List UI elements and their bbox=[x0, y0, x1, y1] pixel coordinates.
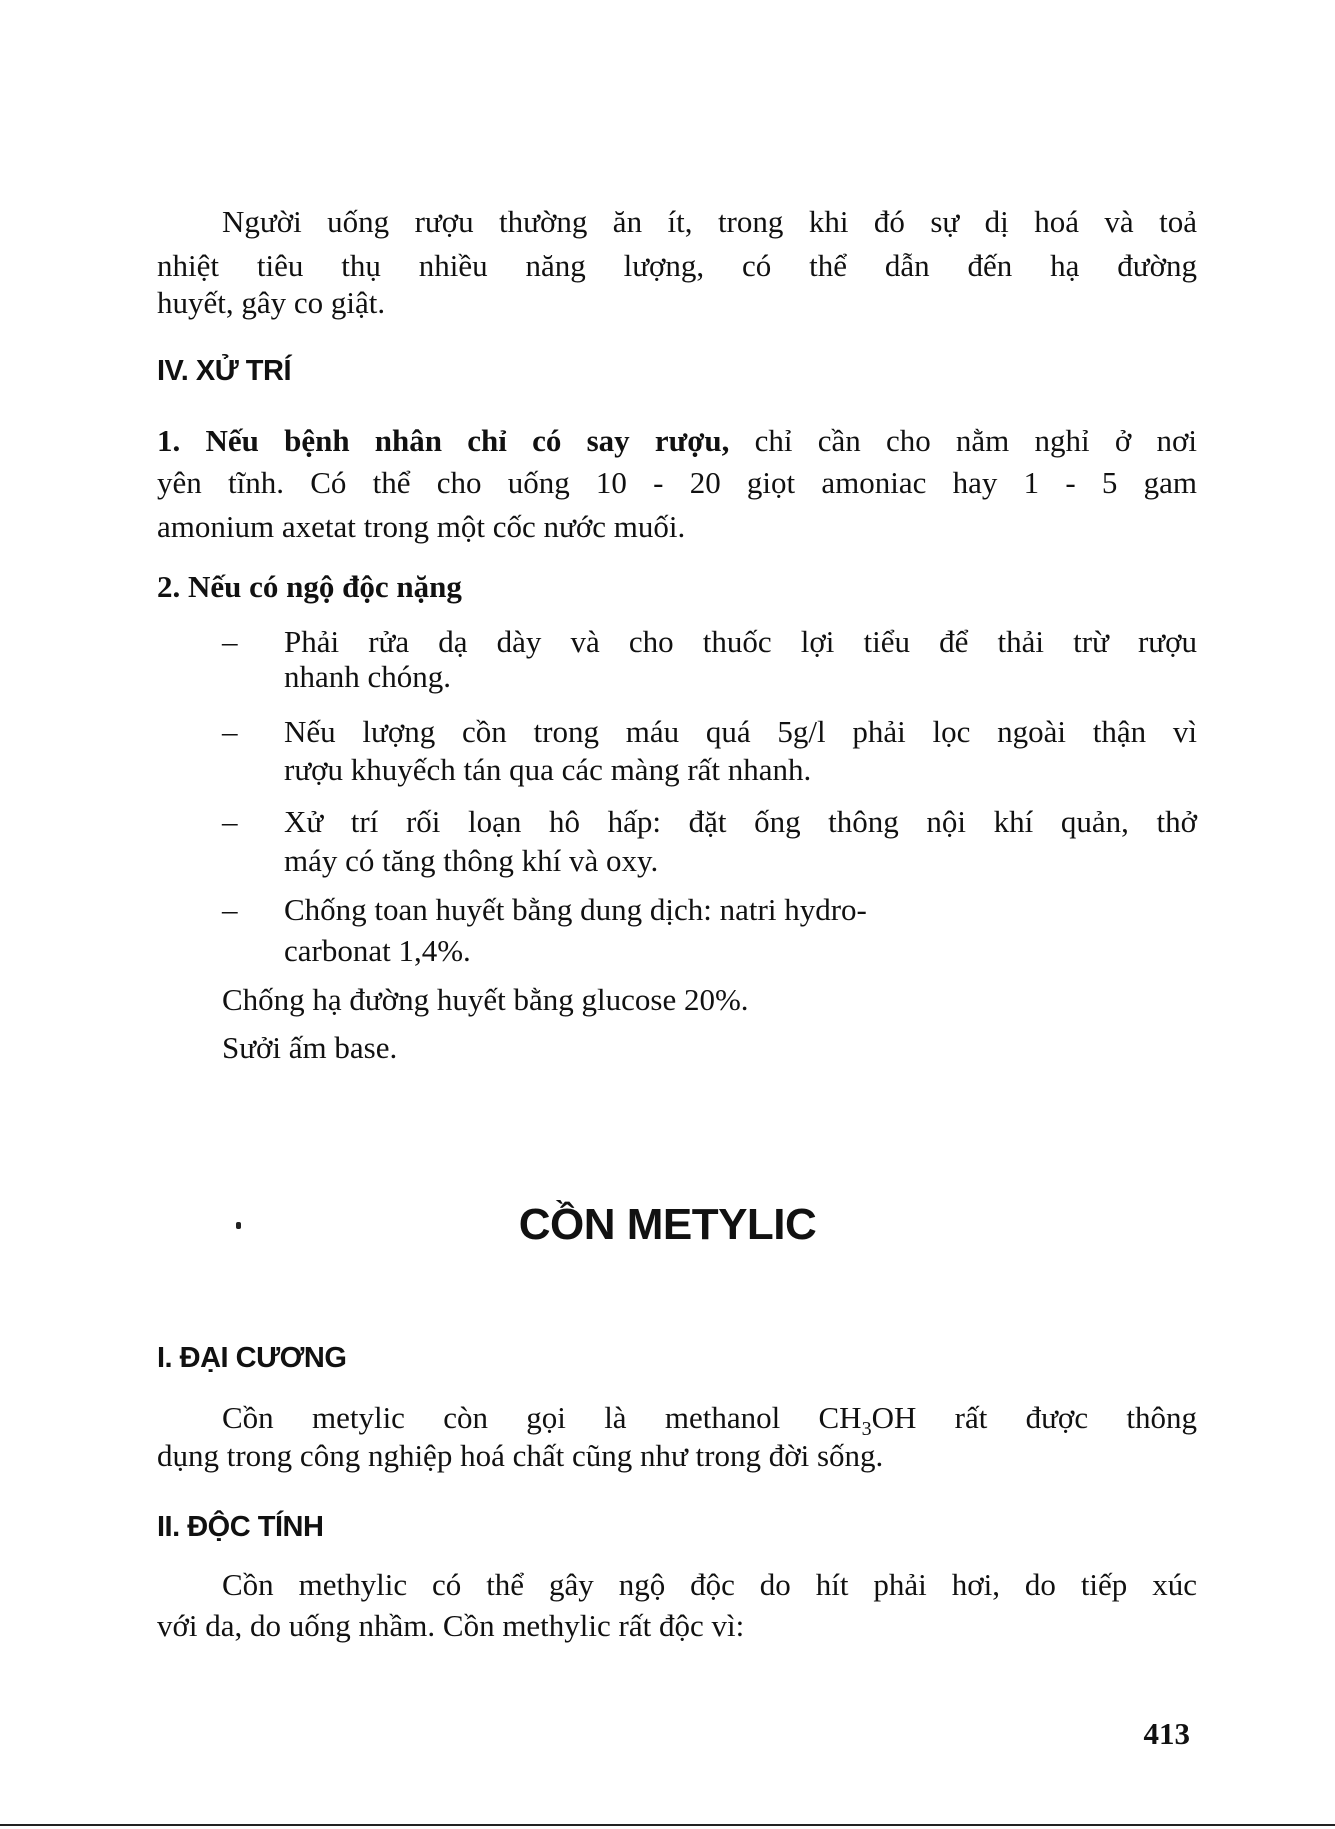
dash-bullet: – bbox=[222, 714, 238, 749]
paragraph-line: huyết, gây co giật. bbox=[157, 285, 386, 320]
bullet-line: Xử trí rối loạn hô hấp: đặt ống thông nội khí quản, thở bbox=[284, 804, 1197, 839]
bullet-line: nhanh chóng. bbox=[284, 659, 452, 694]
text: Cồn metylic còn gọi là methanol CH bbox=[222, 1400, 862, 1435]
section-heading-i: I. ĐẠI CƯƠNG bbox=[157, 1342, 347, 1374]
paragraph-line: dụng trong công nghiệp hoá chất cũng như trong đời sống. bbox=[157, 1438, 884, 1473]
paragraph-line: Chống hạ đường huyết bằng glucose 20%. bbox=[222, 982, 749, 1017]
item-1-lead: 1. Nếu bệnh nhân chỉ có say rượu, bbox=[157, 423, 730, 458]
item-1-line: amonium axetat trong một cốc nước muối. bbox=[157, 509, 686, 544]
dash-bullet: – bbox=[222, 624, 238, 659]
page-number: 413 bbox=[1143, 1716, 1190, 1751]
bullet-line: carbonat 1,4%. bbox=[284, 933, 471, 968]
section-heading-ii: II. ĐỘC TÍNH bbox=[157, 1511, 324, 1543]
bullet-line: Chống toan huyết bằng dung dịch: natri hydro- bbox=[284, 892, 867, 927]
item-2-heading: 2. Nếu có ngộ độc nặng bbox=[157, 569, 462, 604]
item-1-line bbox=[157, 423, 1197, 459]
paragraph-line: Cồn methylic có thể gây ngộ độc do hít phải hơi, do tiếp xúc bbox=[222, 1567, 1197, 1602]
text: OH rất được thông bbox=[871, 1400, 1197, 1435]
scan-edge-line bbox=[0, 1824, 1335, 1826]
paragraph-line: Sưởi ấm base. bbox=[222, 1030, 398, 1065]
dash-bullet: – bbox=[222, 892, 238, 927]
item-1-text: chỉ cần cho nằm nghỉ ở nơi bbox=[729, 423, 1197, 458]
subscript: 3 bbox=[861, 1418, 872, 1441]
section-heading-iv: IV. XỬ TRÍ bbox=[157, 355, 292, 387]
bullet-line: Phải rửa dạ dày và cho thuốc lợi tiểu để thải trừ rượu bbox=[284, 624, 1197, 659]
bullet-line: rượu khuyếch tán qua các màng rất nhanh. bbox=[284, 752, 812, 787]
paragraph-line: với da, do uống nhầm. Cồn methylic rất độc vì: bbox=[157, 1608, 745, 1643]
paragraph-line: nhiệt tiêu thụ nhiều năng lượng, có thể dẫn đến hạ đường bbox=[157, 248, 1197, 283]
bullet-line: Nếu lượng cồn trong máu quá 5g/l phải lọc ngoài thận vì bbox=[284, 714, 1197, 749]
bullet-line: máy có tăng thông khí và oxy. bbox=[284, 843, 659, 878]
chapter-title: CỒN METYLIC bbox=[518, 1200, 817, 1249]
dash-bullet: – bbox=[222, 804, 238, 839]
item-1-line: yên tĩnh. Có thể cho uống 10 - 20 giọt amoniac hay 1 - 5 gam bbox=[157, 465, 1197, 500]
paragraph-line: Người uống rượu thường ăn ít, trong khi đó sự dị hoá và toả bbox=[222, 204, 1197, 239]
